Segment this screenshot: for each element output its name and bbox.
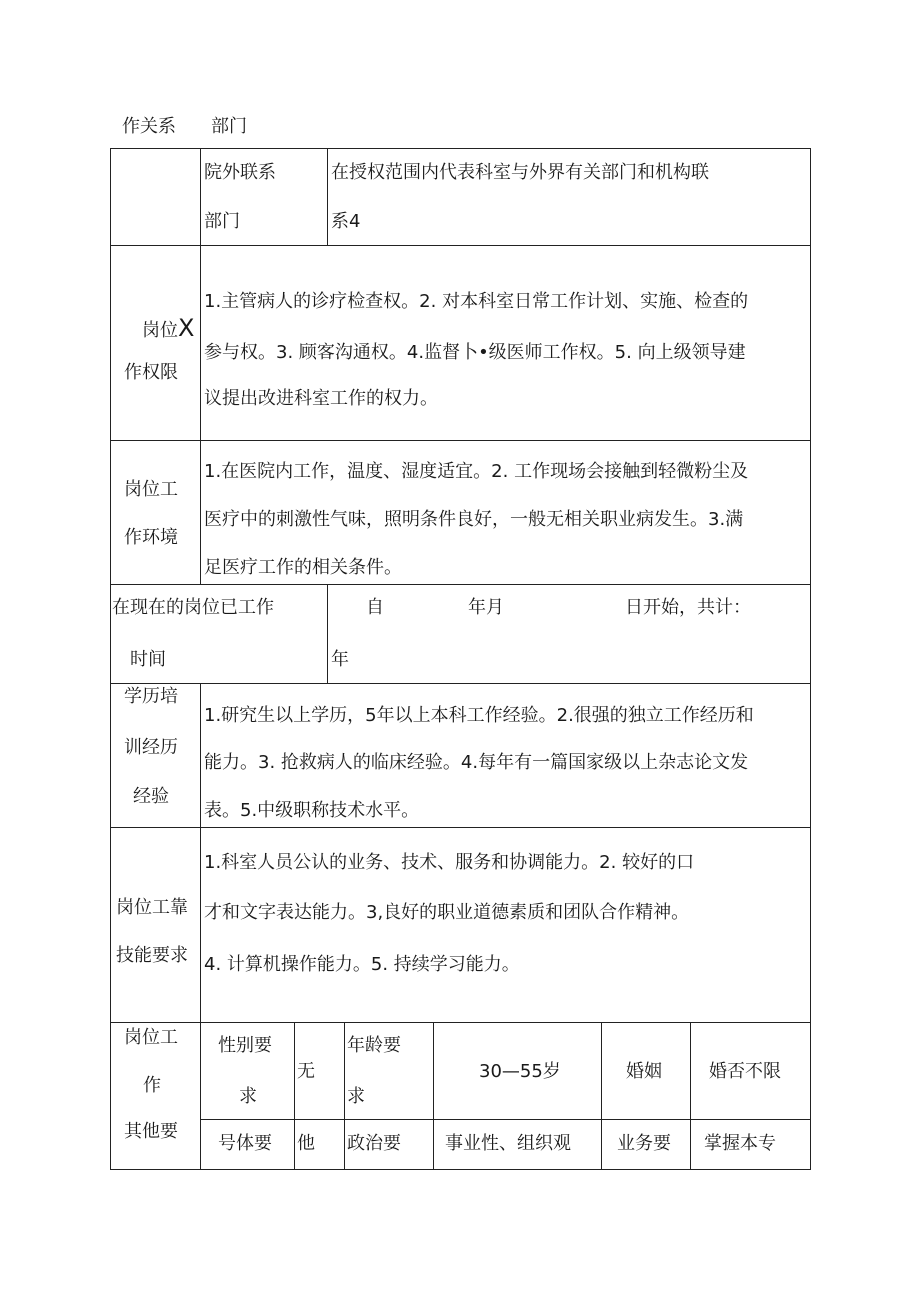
environment-line-2: 医疗中的刺激性气味，照明条件良好，一般无相关职业病发生。3.满: [204, 509, 744, 530]
authority-label-line1: [142, 314, 195, 342]
col-line: [327, 584, 328, 683]
tenure-from: 自: [366, 597, 384, 618]
political-value: 事业性、组织观: [445, 1133, 571, 1154]
authority-label-mark: X: [178, 314, 195, 342]
skills-label-line2: 技能要求: [116, 945, 188, 966]
education-label-line3: 经验: [133, 786, 169, 807]
authority-label-line2: 作权限: [124, 362, 178, 383]
dept-label: 部门: [211, 116, 247, 137]
table-right-border: [810, 148, 811, 1170]
tenure-label-line2: 时间: [130, 649, 166, 670]
authority-label-text: 岗位: [142, 320, 178, 341]
gender-label-line2: 求: [239, 1086, 257, 1107]
business-value: 掌握本专: [704, 1133, 776, 1154]
authority-line-3: 议提出改进科室工作的权力。: [204, 388, 438, 409]
authority-line-1: 1.主管病人的诊疗检查权。2. 对本科室日常工作计划、实施、检查的: [204, 291, 749, 312]
gender-label-line1: 性别要: [218, 1035, 272, 1056]
environment-line-1: 1.在医院内工作，温度、湿度适宜。2. 工作现场会接触到轻微粉尘及: [204, 461, 749, 482]
other-label-line1: 岗位工: [124, 1027, 178, 1048]
authority-line-2: 参与权。3. 顾客沟通权。4.监督卜•级医师工作权。5. 向上级领导建: [204, 342, 746, 363]
row-line: [200, 1119, 811, 1120]
row-line: [110, 245, 811, 246]
row-line: [110, 1169, 811, 1170]
body-label: 号体要: [218, 1133, 272, 1154]
education-label-line2: 训经历: [124, 737, 178, 758]
education-label-line1: 学历培: [124, 686, 178, 707]
age-label-line1: 年龄要: [347, 1035, 401, 1056]
external-label-line2: 部门: [204, 211, 240, 232]
skills-label-line1: 岗位工靠: [116, 897, 188, 918]
environment-line-3: 足医疗工作的相关条件。: [204, 557, 402, 578]
environment-label-line1: 岗位工: [124, 479, 178, 500]
col-line: [327, 148, 328, 245]
age-value: 30—55岁: [479, 1061, 561, 1082]
skills-line-2: 才和文字表达能力。3,良好的职业道德素质和团队合作精神。: [204, 902, 690, 923]
external-content-line1: 在授权范围内代表科室与外界有关部门和机构联: [331, 162, 709, 183]
row-line: [110, 584, 811, 585]
external-label-line1: 院外联系: [204, 162, 276, 183]
row-line: [110, 440, 811, 441]
marriage-value: 婚否不限: [709, 1061, 781, 1082]
gender-value: 无: [297, 1061, 315, 1082]
tenure-year-month: 年月: [468, 597, 504, 618]
tenure-day-start: 日开始，共计：: [625, 597, 751, 618]
skills-line-1: 1.科室人员公认的业务、技术、服务和协调能力。2. 较好的口: [204, 852, 695, 873]
other-label-line3: 其他要: [124, 1121, 178, 1142]
row-line: [110, 1022, 811, 1023]
row-line: [110, 148, 811, 149]
tenure-years: 年: [331, 649, 349, 670]
education-line-3: 表。5.中级职称技术水平。: [204, 800, 420, 821]
table-left-border: [110, 148, 111, 1170]
age-label-line2: 求: [347, 1086, 365, 1107]
other-label-line2: 作: [143, 1075, 161, 1096]
col-line: [601, 1022, 602, 1169]
skills-line-3: 4. 计算机操作能力。5. 持续学习能力。: [204, 954, 520, 975]
education-line-1: 1.研究生以上学历，5年以上本科工作经验。2.很强的独立工作经历和: [204, 705, 754, 726]
col-line: [433, 1022, 434, 1169]
external-content-line2: 系4: [331, 211, 361, 232]
col-line: [294, 1022, 295, 1169]
education-line-2: 能力。3. 抢救病人的临床经验。4.每年有一篇国家级以上杂志论文发: [204, 752, 749, 773]
col-line: [200, 148, 201, 584]
col-line: [200, 683, 201, 1169]
marriage-label: 婚姻: [626, 1061, 662, 1082]
col-line: [690, 1022, 691, 1169]
col-line: [344, 1022, 345, 1169]
row-line: [110, 683, 811, 684]
relation-label: 作关系: [122, 116, 176, 137]
body-value: 他: [297, 1133, 315, 1154]
row-line: [110, 827, 811, 828]
political-label: 政治要: [347, 1133, 401, 1154]
environment-label-line2: 作环境: [124, 527, 178, 548]
tenure-label-line1: 在现在的岗位已工作: [112, 597, 274, 618]
business-label: 业务要: [617, 1133, 671, 1154]
